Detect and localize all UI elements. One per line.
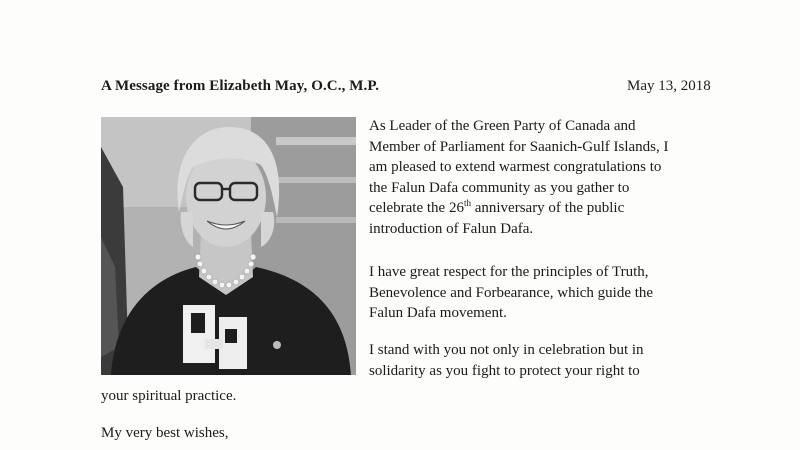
text-line: the Falun Dafa community as you gather to xyxy=(369,179,630,196)
text-line xyxy=(369,198,669,219)
text-line: solidarity as you fight to protect your right to xyxy=(369,362,640,379)
paragraph-solidarity xyxy=(369,340,644,381)
letter-date: May 13, 2018 xyxy=(627,78,711,94)
text-line: introduction of Falun Dafa. xyxy=(369,220,534,237)
paragraph-principles xyxy=(369,262,653,324)
text-line: Falun Dafa movement. xyxy=(369,305,507,321)
text-line: your spiritual practice. xyxy=(101,388,237,404)
text-line: Benevolence and Forbearance, which guide the xyxy=(369,284,654,301)
text-fragment: celebrate the 26 xyxy=(369,200,464,216)
text-line: I have great respect for the principles of Truth, xyxy=(369,264,649,280)
text-fragment: anniversary of the public xyxy=(470,200,625,216)
text-line: I stand with you not only in celebration but in xyxy=(369,342,644,358)
letter-heading: A Message from Elizabeth May, O.C., M.P. xyxy=(101,78,380,94)
paragraph-congratulations xyxy=(369,116,669,239)
letter-closing: My very best wishes, xyxy=(101,425,229,441)
ordinal-suffix: th xyxy=(463,198,471,208)
text-line: Member of Parliament for Saanich-Gulf Islands, I xyxy=(369,138,669,155)
text-line: am pleased to extend warmest congratulations to xyxy=(369,159,662,175)
portrait-photo xyxy=(101,117,356,375)
text-line: As Leader of the Green Party of Canada and xyxy=(369,118,636,134)
paragraph-solidarity-continued xyxy=(101,386,236,407)
